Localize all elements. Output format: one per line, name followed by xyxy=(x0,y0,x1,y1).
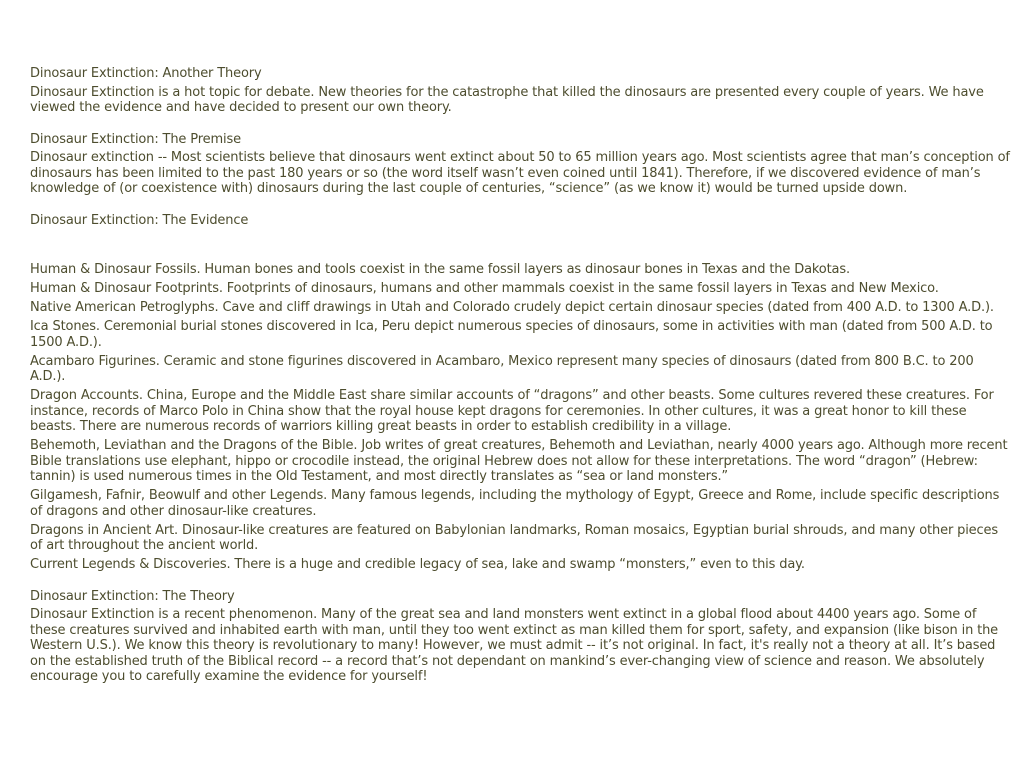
evidence-item: Ica Stones. Ceremonial burial stones discovered in Ica, Peru depict numerous species of dinosaurs, some in activities with man (dated from 500 A.D. to 1500 A.D.). xyxy=(30,319,993,350)
document-page xyxy=(30,66,1010,685)
evidence-item: Behemoth, Leviathan and the Dragons of the Bible. Job writes of great creatures, Behemoth and Leviathan, nearly 4000 years ago. Although more recent Bible translations use elephant, hippo or crocodile instead, the original Hebrew does not allow for these interpretations. The word “dragon” (Hebrew: tannin) is used numerous times in the Old Testament, and most directly translates as “sea or land monsters.” xyxy=(30,438,1008,484)
evidence-item: Current Legends & Discoveries. There is a huge and credible legacy of sea, lake and swamp “monsters,” even to this day. xyxy=(30,557,805,572)
evidence-item: Dragons in Ancient Art. Dinosaur-like creatures are featured on Babylonian landmarks, Roman mosaics, Egyptian burial shrouds, and many other pieces of art throughout the ancient world. xyxy=(30,522,999,553)
evidence-list xyxy=(30,262,1010,573)
paragraph-another-theory: Dinosaur Extinction is a hot topic for debate. New theories for the catastrophe that killed the dinosaurs are presented every couple of years. We have viewed the evidence and have decided to present our own theory. xyxy=(30,84,984,115)
heading-another-theory: Dinosaur Extinction: Another Theory xyxy=(30,66,262,81)
heading-evidence: Dinosaur Extinction: The Evidence xyxy=(30,212,249,228)
evidence-item: Human & Dinosaur Fossils. Human bones and tools coexist in the same fossil layers as dinosaur bones in Texas and the Dakotas. xyxy=(30,262,850,277)
evidence-item: Human & Dinosaur Footprints. Footprints of dinosaurs, humans and other mammals coexist in the same fossil layers in Texas and New Mexico. xyxy=(30,281,939,296)
section-another-theory xyxy=(30,66,1010,116)
section-theory xyxy=(30,589,1010,685)
evidence-item: Gilgamesh, Fafnir, Beowulf and other Legends. Many famous legends, including the mythology of Egypt, Greece and Rome, include specific descriptions of dragons and other dinosaur-like creatures. xyxy=(30,488,1000,519)
section-evidence xyxy=(30,213,1010,573)
section-premise xyxy=(30,132,1010,197)
evidence-item: Dragon Accounts. China, Europe and the Middle East share similar accounts of “dragons” and other beasts. Some cultures revered these creatures. For instance, records of Marco Polo in China show that the royal house kept dragons for ceremonies. In other cultures, it was a great honor to kill these beasts. There are numerous records of warriors killing great beasts in order to establish credibility in a village. xyxy=(30,388,994,434)
evidence-item: Acambaro Figurines. Ceramic and stone figurines discovered in Acambaro, Mexico represent many species of dinosaurs (dated from 800 B.C. to 200 A.D.). xyxy=(30,353,974,384)
paragraph-theory: Dinosaur Extinction is a recent phenomenon. Many of the great sea and land monsters went extinct in a global flood about 4400 years ago. Some of these creatures survived and inhabited earth with man, until they too went extinct as man killed them for sport, safety, and expansion (like bison in the Western U.S.). We know this theory is revolutionary to many! However, we must admit -- it’s not original. In fact, it's really not a theory at all. It’s based on the established truth of the Biblical record -- a record that’s not dependant on mankind’s ever-changing view of science and reason. We absolutely encourage you to carefully examine the evidence for yourself! xyxy=(30,607,999,684)
heading-premise: Dinosaur Extinction: The Premise xyxy=(30,131,241,147)
heading-theory: Dinosaur Extinction: The Theory xyxy=(30,588,235,604)
evidence-item: Native American Petroglyphs. Cave and cliff drawings in Utah and Colorado crudely depict certain dinosaur species (dated from 400 A.D. to 1300 A.D.). xyxy=(30,300,994,315)
paragraph-premise: Dinosaur extinction -- Most scientists believe that dinosaurs went extinct about 50 to 65 million years ago. Most scientists agree that man’s conception of dinosaurs has been limited to the past 180 years or so (the word itself wasn’t even coined until 1841). Therefore, if we discovered evidence of man’s knowledge of (or coexistence with) dinosaurs during the last couple of centuries, “science” (as we know it) would be turned upside down. xyxy=(30,150,1010,196)
